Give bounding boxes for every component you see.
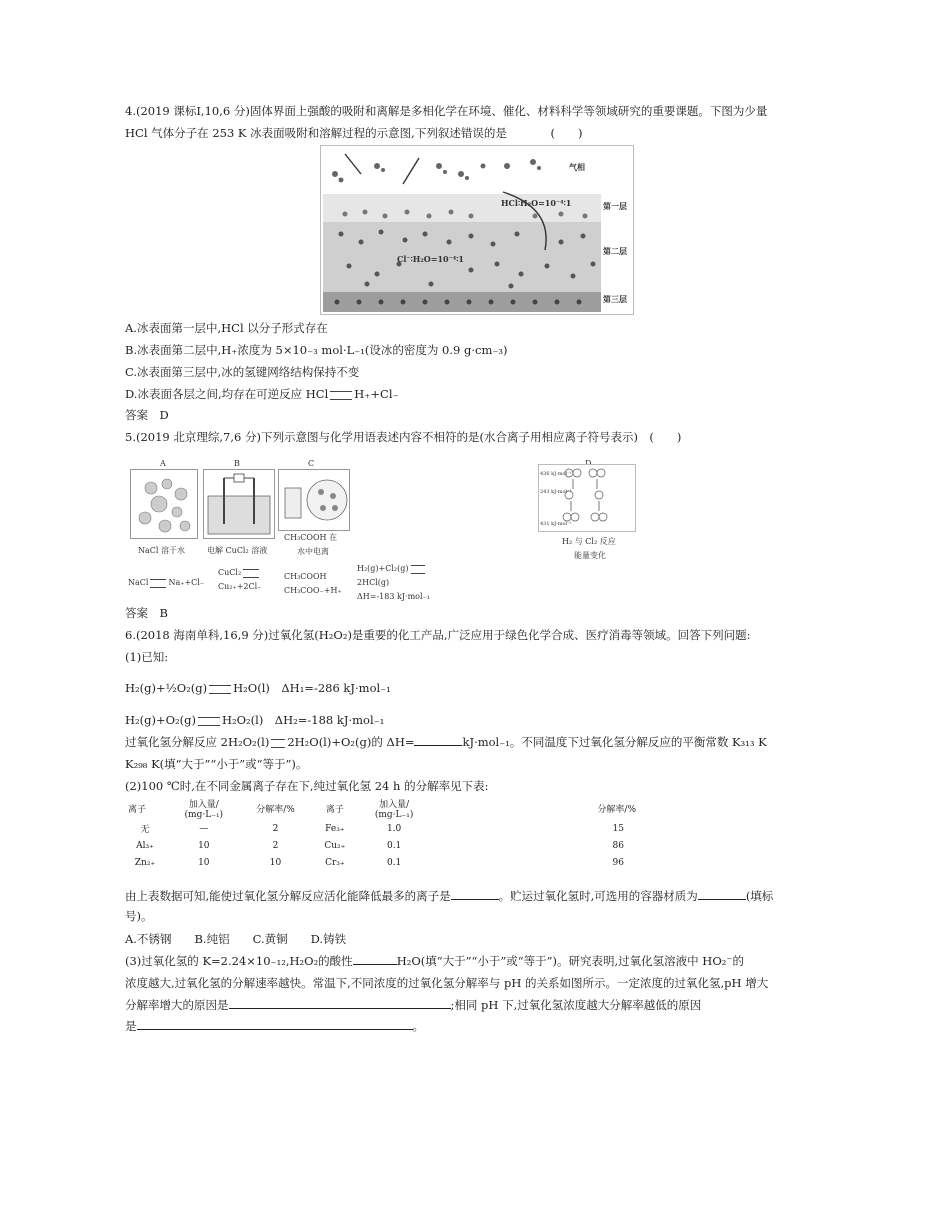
q5-stem: 5.(2019 北京理综,7,6 分)下列示意图与化学用语表述内容不相符的是(水合离子用相应离子符号表示) ( ) <box>125 430 682 444</box>
q6-k-line1 <box>125 734 767 750</box>
equilibrium-arrow-icon <box>330 391 352 400</box>
q6-eq2 <box>125 712 384 728</box>
table-cell: — <box>199 823 209 834</box>
q5-eq-c <box>284 570 342 598</box>
table-header: 加入量/ (mg·L₋₁) <box>184 800 224 820</box>
table-cell: 86 <box>612 840 624 851</box>
q5-eq-d-line3: ΔH=-183 kJ·mol₋₁ <box>357 592 430 601</box>
q6-sub3-line3 <box>125 997 701 1013</box>
acetic-acid-diagram <box>279 470 349 530</box>
q4-option-d-products: H₊+Cl₋ <box>354 387 399 401</box>
q6-k-line2 <box>125 756 307 772</box>
layer3-label: 第三层 <box>603 294 627 304</box>
q4-option-d-text: D.冰表面各层之间,均存在可逆反应 HCl <box>125 387 329 401</box>
table-cell: 无 <box>140 825 150 835</box>
q5-eq-d-line1: H₂(g)+Cl₂(g) <box>357 564 409 573</box>
q5-eq-a-left: NaCl <box>128 578 149 587</box>
q4-stem-line2 <box>125 125 582 141</box>
q6-31-c: H₂O(填“大于”“小于”或“等于”)。研究表明,过氧化氢溶液中 HO₂⁻的 <box>396 954 744 968</box>
q5-figure-a <box>130 469 198 539</box>
q5-figure-c <box>278 469 350 531</box>
q5-eq-b-left: CuCl₂ <box>218 568 242 577</box>
q5-eq-c-left: CH₃COOH <box>284 572 327 581</box>
layer1-label: 第一层 <box>603 201 627 211</box>
nacl-dissolve-diagram <box>131 470 197 538</box>
q6-sub2: (2)100 ℃时,在不同金属离子存在下,纯过氧化氢 24 h 的分解率见下表: <box>125 779 489 793</box>
table-cell: Cu₂₊ <box>324 840 346 851</box>
q6-eq1-right: H₂O(l) ΔH₁=-286 kJ·mol₋₁ <box>233 681 391 695</box>
table-row <box>122 837 642 854</box>
q6-stem: 6.(2018 海南单科,16,9 分)过氧化氢(H₂O₂)是重要的化工产品,广泛应用于绿色化学合成、医疗消毒等领域。回答下列问题: <box>125 628 751 642</box>
table-cell: 0.1 <box>386 840 402 851</box>
q6-31-b: =2.24×10₋₁₂,H₂O₂的酸性 <box>211 954 353 968</box>
table-header: 加入量/ (mg·L₋₁) <box>374 800 414 820</box>
q6-k-line1-c: kJ·mol₋₁。不同温度下过氧化氢分解反应的平衡常数 K₃₁₃ K <box>462 735 767 749</box>
equilibrium-arrow-icon <box>271 739 285 748</box>
q5-eq-b-right: Cu₂₊+2Cl₋ <box>218 582 262 591</box>
table-row <box>122 820 642 837</box>
q5-eq-b <box>218 566 261 594</box>
q5-eq-d <box>357 562 430 604</box>
energy-label-3: 431 kJ·mol⁻¹ <box>540 521 572 527</box>
q6-k-line2-text: K₂₉₈ K(填“大于”“小于”或“等于”)。 <box>125 757 308 771</box>
q6-33-b: ;相同 pH 下,过氧化氢浓度越大分解率越低的原因 <box>450 998 702 1012</box>
decomposition-table <box>122 797 642 871</box>
q5-figure-d <box>538 464 636 532</box>
q5-caption-a: NaCl 溶于水 <box>138 546 185 555</box>
q5-answer: 答案 B <box>125 606 168 620</box>
layer2-label: 第二层 <box>603 246 627 256</box>
q6-t1-a: 由上表数据可知,能使过氧化氢分解反应活化能降低最多的离子是 <box>125 889 451 903</box>
q5-eq-d-line2: 2HCl(g) <box>357 578 390 587</box>
q6-material-options: A.不锈钢 B.纯铝 C.黄铜 D.铸铁 <box>125 932 347 946</box>
table-cell: 0.1 <box>386 857 402 868</box>
q4-option-d <box>125 386 399 402</box>
q5-label-c: C <box>308 459 315 468</box>
table-header: 离子 <box>325 805 344 815</box>
table-cell: Cr₃₊ <box>325 857 345 868</box>
q6-34-b: 。 <box>412 1019 424 1033</box>
q4-answer-paren: ( ) <box>550 126 583 140</box>
table-header: 离子 <box>128 805 147 815</box>
table-cell: 10 <box>198 840 210 851</box>
q6-table-question-line1 <box>125 888 773 904</box>
q6-sub3-line2: 浓度越大,过氧化氢的分解速率越快。常温下,不同浓度的过氧化氢分解率与 pH 的关系如图所示。一定浓度的过氧化氢,pH 增大 <box>125 976 769 990</box>
table-row <box>122 854 642 871</box>
delta-h-answer-blank[interactable] <box>414 734 462 746</box>
reason-ph-answer-blank[interactable] <box>229 997 451 1009</box>
ice-surface-diagram <box>321 146 633 314</box>
q6-eq2-left: H₂(g)+O₂(g) <box>125 713 196 727</box>
q5-caption-c1: CH₃COOH 在 <box>284 533 338 542</box>
ratio-layer1-label: HCl∶H₂O=10⁻⁴∶1 <box>501 198 572 208</box>
q6-eq2-right: H₂O₂(l) ΔH₂=-188 kJ·mol₋₁ <box>221 713 385 727</box>
material-answer-blank[interactable] <box>698 888 746 900</box>
q4-answer: 答案 D <box>125 408 169 422</box>
q6-sub3-line1 <box>125 953 744 969</box>
ratio-layer2-label: Cl⁻∶H₂O=10⁻⁴∶1 <box>397 254 464 264</box>
q4-stem-line1: 4.(2019 课标Ⅰ,10,6 分)固体界面上强酸的吸附和离解是多相化学在环境、催化、材料科学等领域研究的重要课题。下图为少量 <box>125 104 768 118</box>
table-header-row <box>122 797 642 820</box>
q5-caption-b: 电解 CuCl₂ 溶液 <box>207 546 268 555</box>
q6-t1-c: (填标 <box>745 889 774 903</box>
equilibrium-arrow-icon <box>243 569 259 578</box>
table-header: 分解率/% <box>256 805 295 815</box>
q5-eq-a <box>128 578 204 588</box>
q5-label-b: B <box>234 459 240 468</box>
q6-k-line1-a: 过氧化氢分解反应 2H₂O₂(l) <box>125 735 270 749</box>
table-header: 分解率/% <box>597 805 636 815</box>
q5-figure-b <box>203 469 275 539</box>
electrolysis-diagram <box>204 470 274 538</box>
q6-sub3-line4 <box>125 1018 424 1034</box>
table-cell: 2 <box>272 840 279 851</box>
table-cell: Zn₂₊ <box>134 857 156 868</box>
q5-caption-d2: 能量变化 <box>574 551 606 560</box>
energy-label-1: 436 kJ·mol⁻¹ <box>540 471 572 477</box>
table-cell: Fe₃₊ <box>325 823 345 834</box>
table-cell: 15 <box>612 823 624 834</box>
q5-label-a: A <box>160 459 166 468</box>
energy-label-2: 243 kJ·mol⁻¹ <box>540 489 572 495</box>
equilibrium-arrow-icon <box>411 565 425 574</box>
q6-table-question-line2: 号)。 <box>125 909 153 923</box>
equilibrium-arrow-icon <box>209 685 231 694</box>
table-cell: 10 <box>269 857 282 868</box>
table-cell: 2 <box>272 823 279 834</box>
q6-k-line1-b: 2H₂O(l)+O₂(g)的 ΔH= <box>287 735 415 749</box>
q4-option-c: C.冰表面第三层中,冰的氢键网络结构保持不变 <box>125 365 360 379</box>
ion-answer-blank[interactable] <box>451 888 499 900</box>
q5-eq-a-right: Na₊+Cl₋ <box>168 578 205 587</box>
q6-33-a: 分解率增大的原因是 <box>125 998 229 1012</box>
acidity-answer-blank[interactable] <box>353 953 397 965</box>
q4-stem-text: HCl 气体分子在 253 K 冰表面吸附和溶解过程的示意图,下列叙述错误的是 <box>125 126 507 140</box>
q6-t1-b: 。贮运过氧化氢时,可选用的容器材质为 <box>498 889 698 903</box>
equilibrium-arrow-icon <box>198 717 220 726</box>
table-cell: 10 <box>198 857 210 868</box>
gas-phase-label: 气相 <box>569 162 585 172</box>
reason-concentration-answer-blank[interactable] <box>137 1018 413 1030</box>
equilibrium-arrow-icon <box>150 579 166 588</box>
q6-sub1: (1)已知: <box>125 650 169 664</box>
table-cell: 1.0 <box>386 823 402 834</box>
q6-eq1-left: H₂(g)+½O₂(g) <box>125 681 208 695</box>
q6-eq1 <box>125 680 391 696</box>
table-cell: 96 <box>612 857 624 868</box>
q5-eq-c-right: CH₃COO₋+H₊ <box>284 586 342 595</box>
q4-option-a: A.冰表面第一层中,HCl 以分子形式存在 <box>125 321 328 335</box>
q5-caption-d1: H₂ 与 Cl₂ 反应 <box>562 537 616 546</box>
q4-figure <box>320 145 634 315</box>
q4-option-b: B.冰表面第二层中,H₊浓度为 5×10₋₃ mol·L₋₁(设冰的密度为 0.9 g·cm₋₃) <box>125 343 508 357</box>
q6-34-a: 是 <box>125 1019 137 1033</box>
table-cell: Al₃₊ <box>136 840 154 851</box>
q5-caption-c2: 水中电离 <box>297 547 329 556</box>
q6-31-a: (3)过氧化氢的 K <box>125 954 212 968</box>
